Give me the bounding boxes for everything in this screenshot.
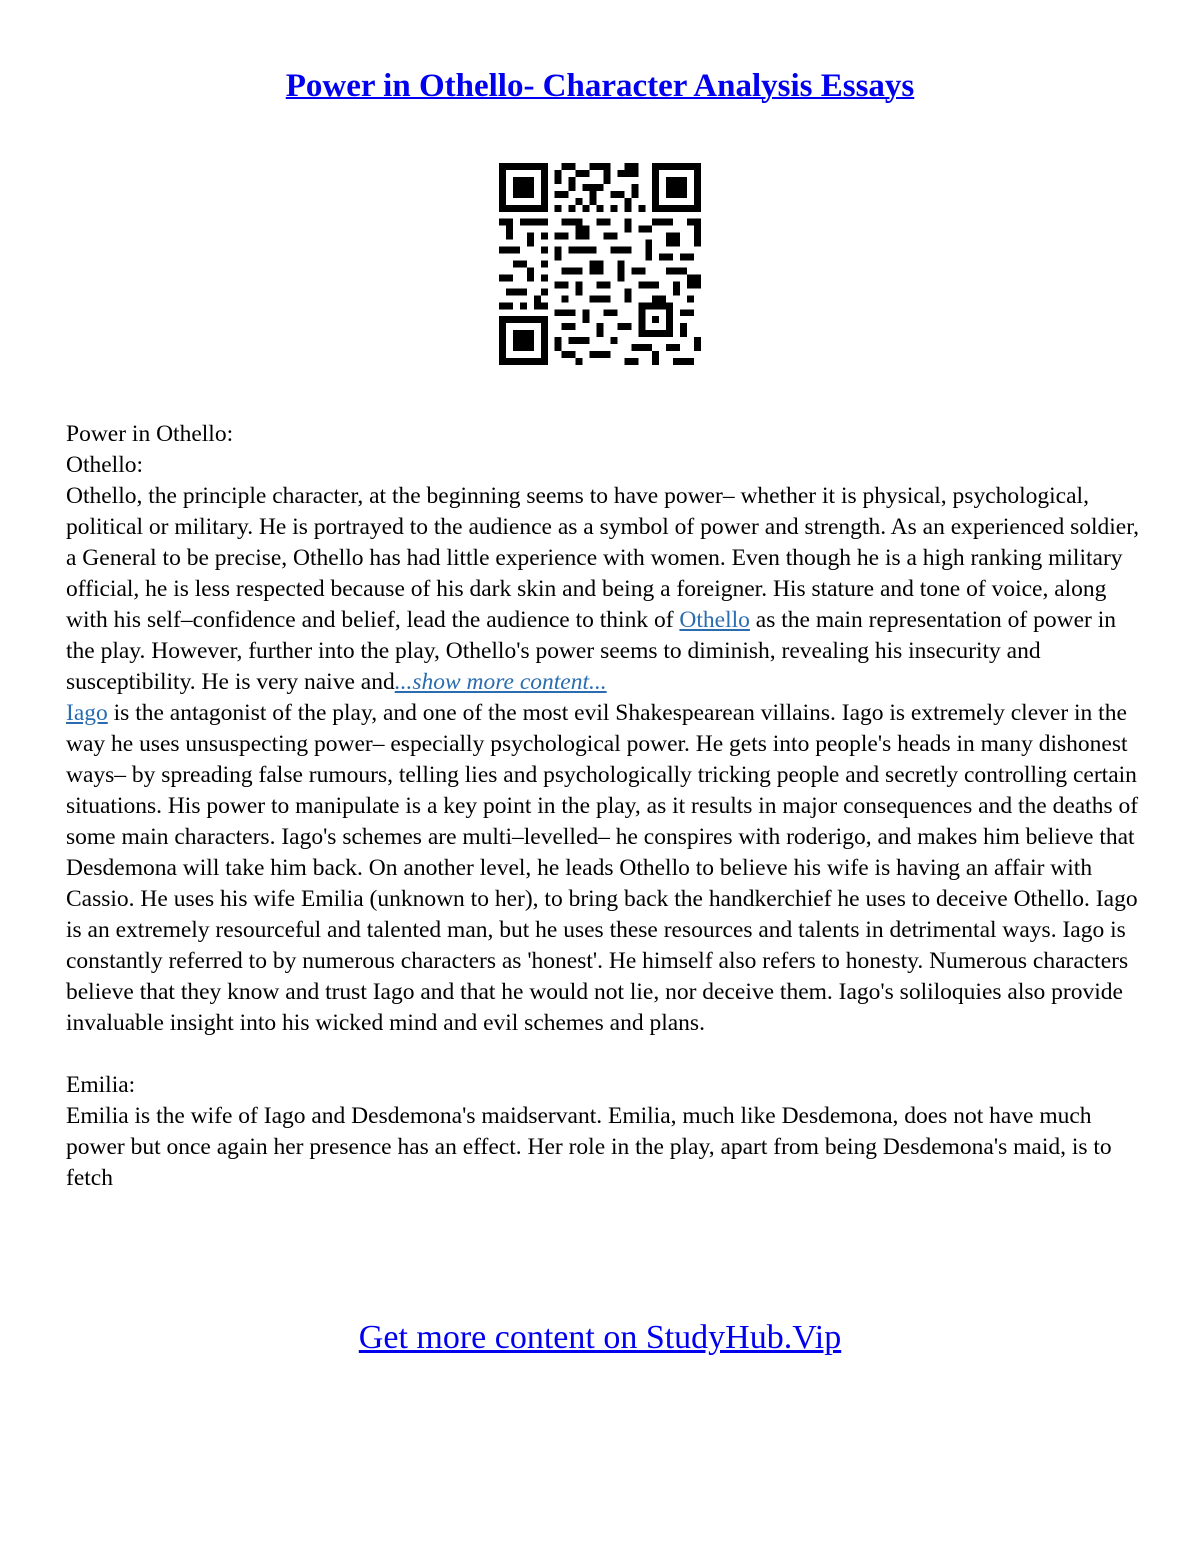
othello-text-1: Othello, the principle character, at the beginning seems to have power– whether it is physical, psychological, political or military. He is portrayed to the audience as a symbol of power and strength. As an experienced soldier, a General to be precise, Othello has had little experience with women. Even though he is a high ranking military official, he is less respected because of his dark skin and being a foreigner. His stature and tone of voice, along with his self–confidence and belief, lead the audience to think of [66, 483, 1139, 633]
iago-paragraph [66, 698, 1146, 1039]
essay-content [66, 419, 1146, 1194]
essay-heading: Power in Othello: [66, 421, 234, 447]
show-more-link[interactable]: ...show more content... [394, 669, 607, 695]
qr-code [499, 163, 701, 365]
footer [0, 1316, 1200, 1360]
othello-paragraph [66, 481, 1146, 698]
page-title [0, 64, 1200, 108]
footer-link[interactable]: Get more content on StudyHub.Vip [358, 1319, 842, 1356]
othello-link[interactable]: Othello [679, 607, 750, 633]
emilia-heading: Emilia: [66, 1072, 136, 1098]
iago-text: is the antagonist of the play, and one of the most evil Shakespearean villains. Iago is extremely clever in the way he uses unsuspecting power– especially psychological power. He gets into people's heads in many dishonest ways– by spreading false rumours, telling lies and psychologically tricking people and secretly controlling certain situations. His power to manipulate is a key point in the play, as it results in major consequences and the deaths of some main characters. Iago's schemes are multi–levelled– he conspires with roderigo, and makes him believe that Desdemona will take him back. On another level, he leads Othello to believe his wife is having an affair with Cassio. He uses his wife Emilia (unknown to her), to bring back the handkerchief he uses to deceive Othello. Iago is an extremely resourceful and talented man, but he uses these resources and talents in detrimental ways. Iago is constantly referred to by numerous characters as 'honest'. He himself also refers to honesty. Numerous characters believe that they know and trust Iago and that he would not lie, nor deceive them. Iago's soliloquies also provide invaluable insight into his wicked mind and evil schemes and plans. [66, 700, 1139, 1036]
paragraph-spacer [66, 1039, 1146, 1070]
othello-text-2: as the main representation of power in the play. However, further into the play, Othello's power seems to diminish, revealing his insecurity and susceptibility. He is very naive and [66, 607, 1116, 695]
emilia-paragraph: Emilia is the wife of Iago and Desdemona's maidservant. Emilia, much like Desdemona, does not have much power but once again her presence has an effect. Her role in the play, apart from being Desdemona's maid, is to fetch [66, 1103, 1112, 1191]
title-link[interactable]: Power in Othello- Character Analysis Essays [285, 68, 915, 104]
othello-heading: Othello: [66, 452, 144, 478]
iago-link[interactable]: Iago [66, 700, 108, 726]
